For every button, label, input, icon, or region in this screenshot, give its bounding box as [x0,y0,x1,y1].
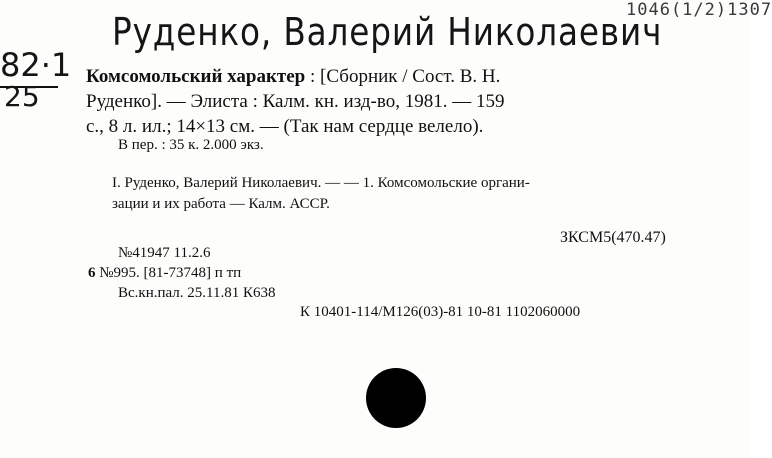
description-line-3: с., 8 л. ил.; 14×13 см. — (Так нам сердце велело). [86,116,484,137]
order-prefix: 6 [88,265,96,281]
classification-code: ЗКСМ5(470.47) [560,229,666,246]
record-number: №41947 11.2.6 [118,245,211,261]
card-punch-hole [366,368,426,428]
bibliographic-description [86,64,696,139]
shelfmark-bottom: 25 [4,80,40,113]
tracing-line-1: I. Руденко, Валерий Николаевич. — — 1. Комсомольские органи- [112,175,530,191]
description-line-2: Руденко]. — Элиста : Калм. кн. изд-во, 1981. — 159 [86,91,505,112]
chamber-number: Вс.кн.пал. 25.11.81 К638 [118,285,276,301]
tracing [112,173,692,215]
shelfmark-top: 82·1 [0,46,72,84]
inventory-stamp: 1046(1/2)1307 [626,0,772,20]
tracing-line-2: зации и их работа — Калм. АССР. [112,196,330,212]
order-text: №995. [81-73748] п тп [95,265,242,281]
binding-price: В пер. : 35 к. 2.000 экз. [118,137,264,153]
publisher-code: К 10401-114/М126(03)-81 10-81 1102060000 [300,304,581,320]
author-heading: Руденко, Валерий Николаевич [112,10,663,54]
order-number [88,265,241,282]
description-line-1 [86,64,696,89]
book-title: Комсомольский характер [86,66,306,87]
compiler-text: : [Сборник / Сост. В. Н. [305,66,501,87]
